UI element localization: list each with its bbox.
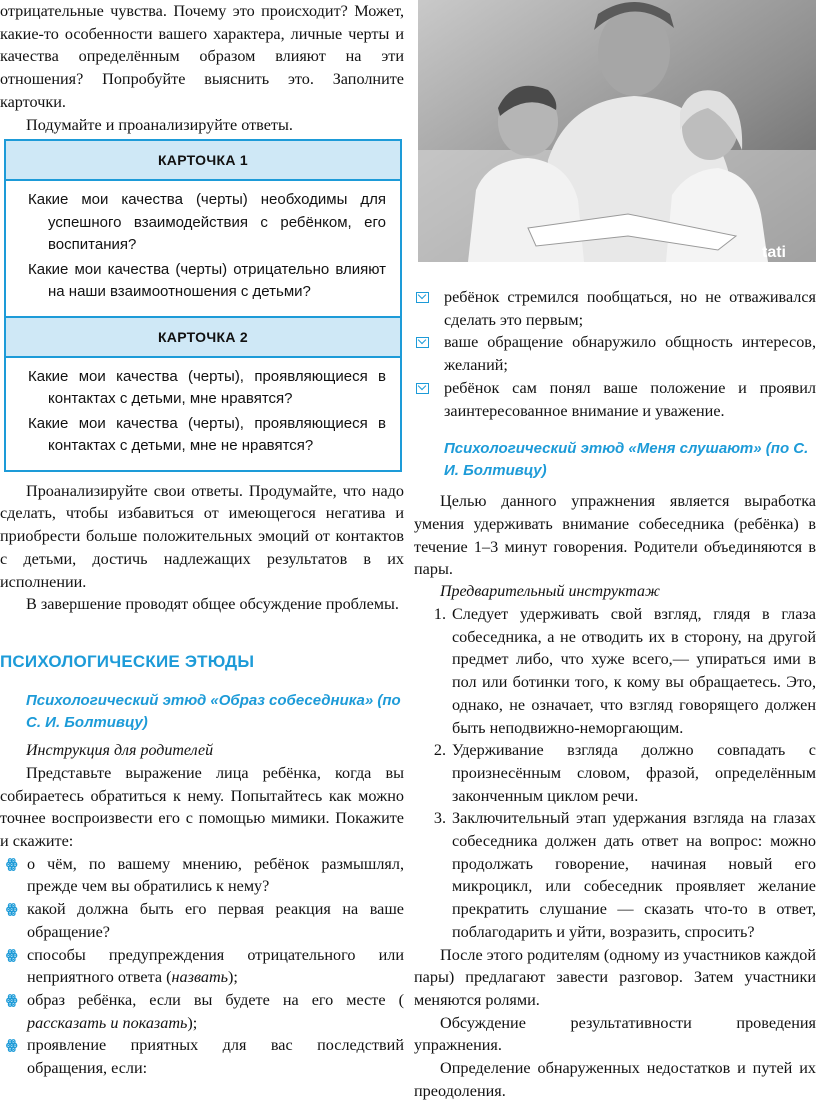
list-item: ребёнок сам понял ваше положение и проявил заинтересованное внимание и уважение.	[414, 377, 816, 422]
list-item: ꙮ способы предупреждения отрицательного или неприятного ответа (назвать);	[0, 944, 404, 989]
card-2-question-2: Какие мои качества (черты), проявляющиеся в контактах с детьми, мне не нравятся?	[28, 414, 386, 455]
right-column	[414, 286, 816, 1103]
left-column	[0, 0, 404, 1080]
discussion-paragraph: Обсуждение результативности проведения упражнения.	[414, 1013, 816, 1055]
conclusion-paragraph: В завершение проводят общее обсуждение проблемы.	[26, 595, 399, 614]
etude-1-title: Психологический этюд «Образ собеседника» (по С. И. Болтивцу)	[26, 691, 401, 731]
bullet-icon: ꙮ	[6, 901, 18, 917]
card-2-question-1: Какие мои качества (черты), проявляющиеся в контактах с детьми, мне нравятся?	[28, 367, 386, 408]
section-title: ПСИХОЛОГИЧЕСКИЕ ЭТЮДЫ	[0, 651, 255, 671]
definition-paragraph: Определение обнаруженных недостатков и путей их преодоления.	[414, 1059, 816, 1100]
bullet-icon: ꙮ	[6, 855, 18, 871]
instruction-title: Инструкция для родителей	[26, 741, 214, 759]
checkmark-box-icon	[414, 331, 444, 376]
list-item: 1. Следует удерживать свой взгляд, глядя в глаза собеседника, а не отводить их в сторону, на другой предмет либо, что хуже всего,— упираться ими в пол или ботинки того, к кому вы обращаетесь. Это, однако, не означает, что взгляд говорящего должен быть неподвижно-неморгающим.	[433, 605, 816, 737]
goal-paragraph: Целью данного упражнения является выработка умения удерживать внимание собеседника (ребёнка) в течение 1–3 минут говорения. Родители объединяются в пары.	[414, 492, 816, 579]
checkmark-box-icon	[414, 377, 444, 422]
list-item: 3. Заключительный этап удержания взгляда на глазах собеседника должен дать ответ на вопрос: можно продолжать говорение, начиная новый его микроцикл, или собеседник проявляет желание прекратить слушание — сказать что-то в ответ, поблагодарить и уйти, возразить, спросить?	[433, 809, 816, 941]
photo-watermark: tati	[762, 244, 786, 261]
analyze-paragraph: Проанализируйте свои ответы. Продумайте, что надо сделать, чтобы избавиться от имеющегося негатива и приобрести больше положительных эмоций от контактов с детьми, достичь надлежащих результатов в их исполнении.	[0, 481, 404, 591]
card-1-question-1: Какие мои качества (черты) необходимы для успешного взаимодействия с ребёнком, его воспитания?	[28, 191, 386, 254]
imagine-paragraph: Представьте выражение лица ребёнка, когда вы собираетесь обратиться к нему. Попытайтесь как можно точнее воспроизвести его с помощью мимики. Покажите и скажите:	[0, 763, 404, 851]
bullet-icon: ꙮ	[6, 1037, 18, 1053]
list-item: ꙮ какой должна быть его первая реакция на ваше обращение?	[0, 898, 404, 943]
checkmark-box-icon	[414, 286, 444, 331]
list-item: ребёнок стремился пообщаться, но не отваживался сделать это первым;	[414, 286, 816, 331]
list-item: 2. Удерживание взгляда должно совпадать с произнесённым словом, фразой, определённым законченным циклом речи.	[433, 741, 816, 805]
list-item: ꙮ образ ребёнка, если вы будете на его месте ( рассказать и показать);	[0, 989, 404, 1034]
list-item: ꙮ о чём, по вашему мнению, ребёнок размышлял, прежде чем вы обратились к нему?	[0, 853, 404, 898]
card-2-title: КАРТОЧКА 2	[6, 318, 400, 358]
card-1-title: КАРТОЧКА 1	[6, 141, 400, 181]
card-1	[4, 139, 402, 318]
list-item: ꙮ проявление приятных для вас последствий обращения, если:	[0, 1034, 404, 1079]
pre-instruction-title: Предварительный инструктаж	[440, 583, 660, 601]
think-line: Подумайте и проанализируйте ответы.	[26, 115, 293, 134]
etude-2-title: Психологический этюд «Меня слушают» (по С. И. Болтивцу)	[444, 440, 809, 480]
family-photo	[418, 0, 816, 262]
family-reading-image	[418, 0, 816, 262]
bullet-icon: ꙮ	[6, 991, 18, 1007]
after-paragraph: После этого родителям (одному из участников каждой пары) предлагают завести разговор. Затем участники меняются ролями.	[414, 945, 816, 1009]
intro-paragraph: отрицательные чувства. Почему это происходит? Может, какие-то особенности вашего характера, личные черты и качества определённым образом влияют на эти отношения? Попробуйте выяснить это. Заполните карточки.	[0, 2, 404, 111]
list-item: ваше обращение обнаружило общность интересов, желаний;	[414, 331, 816, 376]
bullet-icon: ꙮ	[6, 946, 18, 962]
card-2	[4, 318, 402, 472]
card-1-question-2: Какие мои качества (черты) отрицательно влияют на наши взаимоотношения с детьми?	[28, 260, 386, 301]
